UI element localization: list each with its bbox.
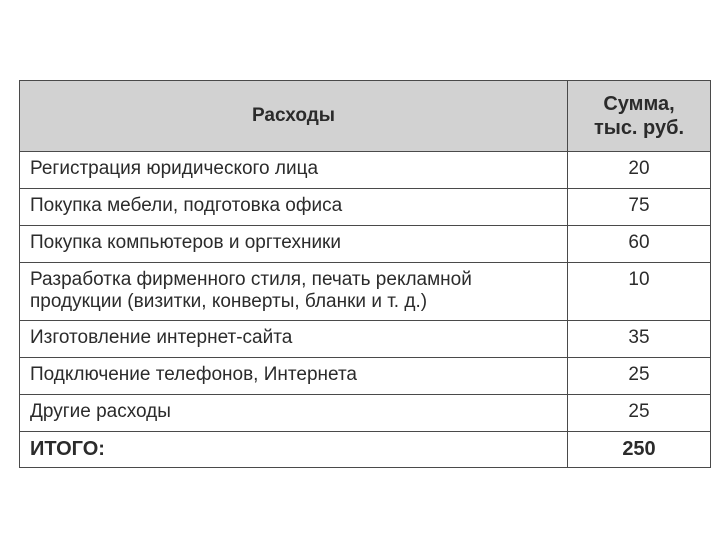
table-row	[20, 263, 711, 321]
row-amount: 20	[568, 152, 711, 189]
header-expenses: Расходы	[20, 81, 568, 152]
table-row	[20, 226, 711, 263]
total-label: ИТОГО:	[20, 432, 568, 468]
header-row	[20, 81, 711, 152]
row-amount: 60	[568, 226, 711, 263]
row-name: Покупка компьютеров и оргтехники	[20, 226, 568, 263]
header-sum	[568, 81, 711, 152]
row-name: Регистрация юридического лица	[20, 152, 568, 189]
total-amount: 250	[568, 432, 711, 468]
row-name: Подключение телефонов, Интернета	[20, 358, 568, 395]
row-amount: 25	[568, 358, 711, 395]
row-name: Разработка фирменного стиля, печать рекламной продукции (визитки, конверты, бланки и т. д.)	[20, 263, 568, 321]
table-row	[20, 358, 711, 395]
header-sum-line1: Сумма,	[603, 93, 675, 115]
table-row	[20, 189, 711, 226]
row-amount: 10	[568, 263, 711, 321]
row-name: Другие расходы	[20, 395, 568, 432]
table-row	[20, 395, 711, 432]
row-name: Изготовление интернет-сайта	[20, 321, 568, 358]
table-row	[20, 321, 711, 358]
header-sum-line2: тыс. руб.	[593, 117, 685, 139]
row-amount: 75	[568, 189, 711, 226]
table-header	[20, 81, 711, 152]
row-amount: 25	[568, 395, 711, 432]
row-amount: 35	[568, 321, 711, 358]
total-row	[20, 432, 711, 468]
row-name: Покупка мебели, подготовка офиса	[20, 189, 568, 226]
table-body	[20, 152, 711, 468]
table-row	[20, 152, 711, 189]
expense-table	[19, 80, 711, 468]
